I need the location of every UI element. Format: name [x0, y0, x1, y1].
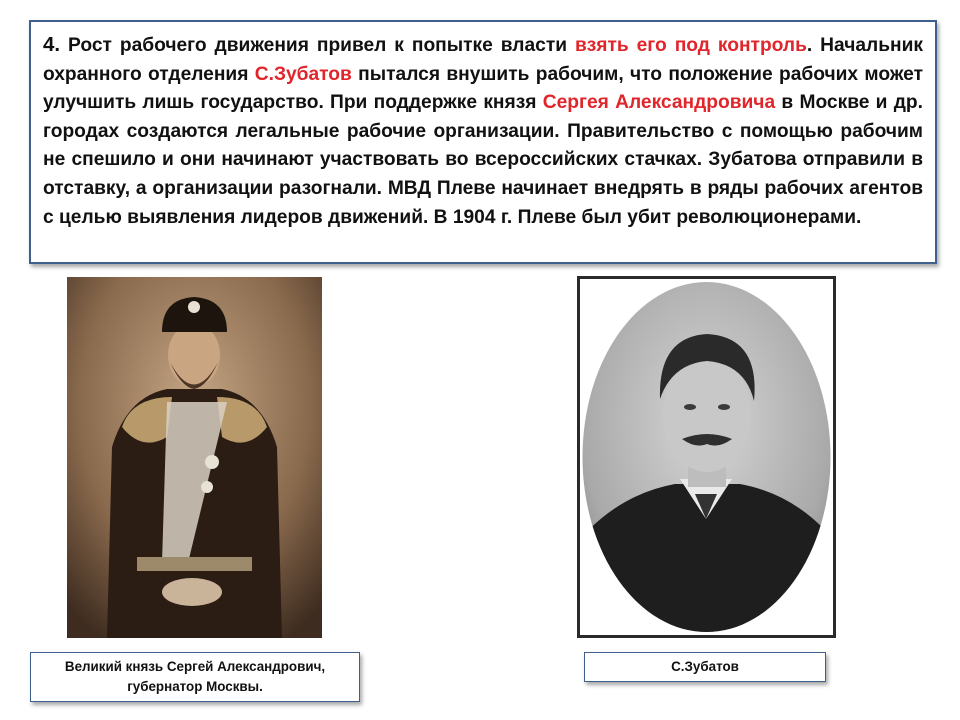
caption-zubatov [584, 652, 826, 682]
portrait-zubatov-drawing [580, 279, 833, 635]
text-segment: пытался внушить рабочим, что положение рабочих может улучшить лишь государство. При поддержке князя [43, 63, 923, 114]
section-number: 4. [43, 33, 61, 56]
main-text-box [29, 20, 937, 264]
highlight-zubatov: С.Зубатов [254, 63, 352, 85]
portrait-sergei-drawing [67, 277, 322, 638]
highlight-take-control: взять его под контроль [574, 35, 807, 56]
text-segment: Рост рабочего движения привел к попытке власти [60, 35, 575, 56]
caption-sergei-line1: Великий князь Сергей Александрович, [64, 659, 326, 674]
main-paragraph [43, 31, 923, 232]
photo-grand-duke-sergei [67, 277, 322, 638]
caption-zubatov-text: С.Зубатов [671, 659, 739, 674]
photo-zubatov [577, 276, 836, 638]
caption-sergei-line2: губернатор Москвы. [127, 679, 263, 694]
text-segment: . Начальник охранного отделения [43, 35, 923, 85]
caption-sergei [30, 652, 360, 702]
highlight-sergei: Сергея Александровича [542, 92, 776, 114]
text-segment: в Москве и др. городах создаются легальные рабочие организации. Правительство с помощью рабочим не спешило и они начинают участвовать во всероссийских стачках. Зубатова отправили в отставку, а организации разогнали. МВД Плеве начинает внедрять в ряды рабочих агентов с целью выявления лидеров движений. В 1904 г. Плеве был убит революционерами. [43, 92, 923, 228]
